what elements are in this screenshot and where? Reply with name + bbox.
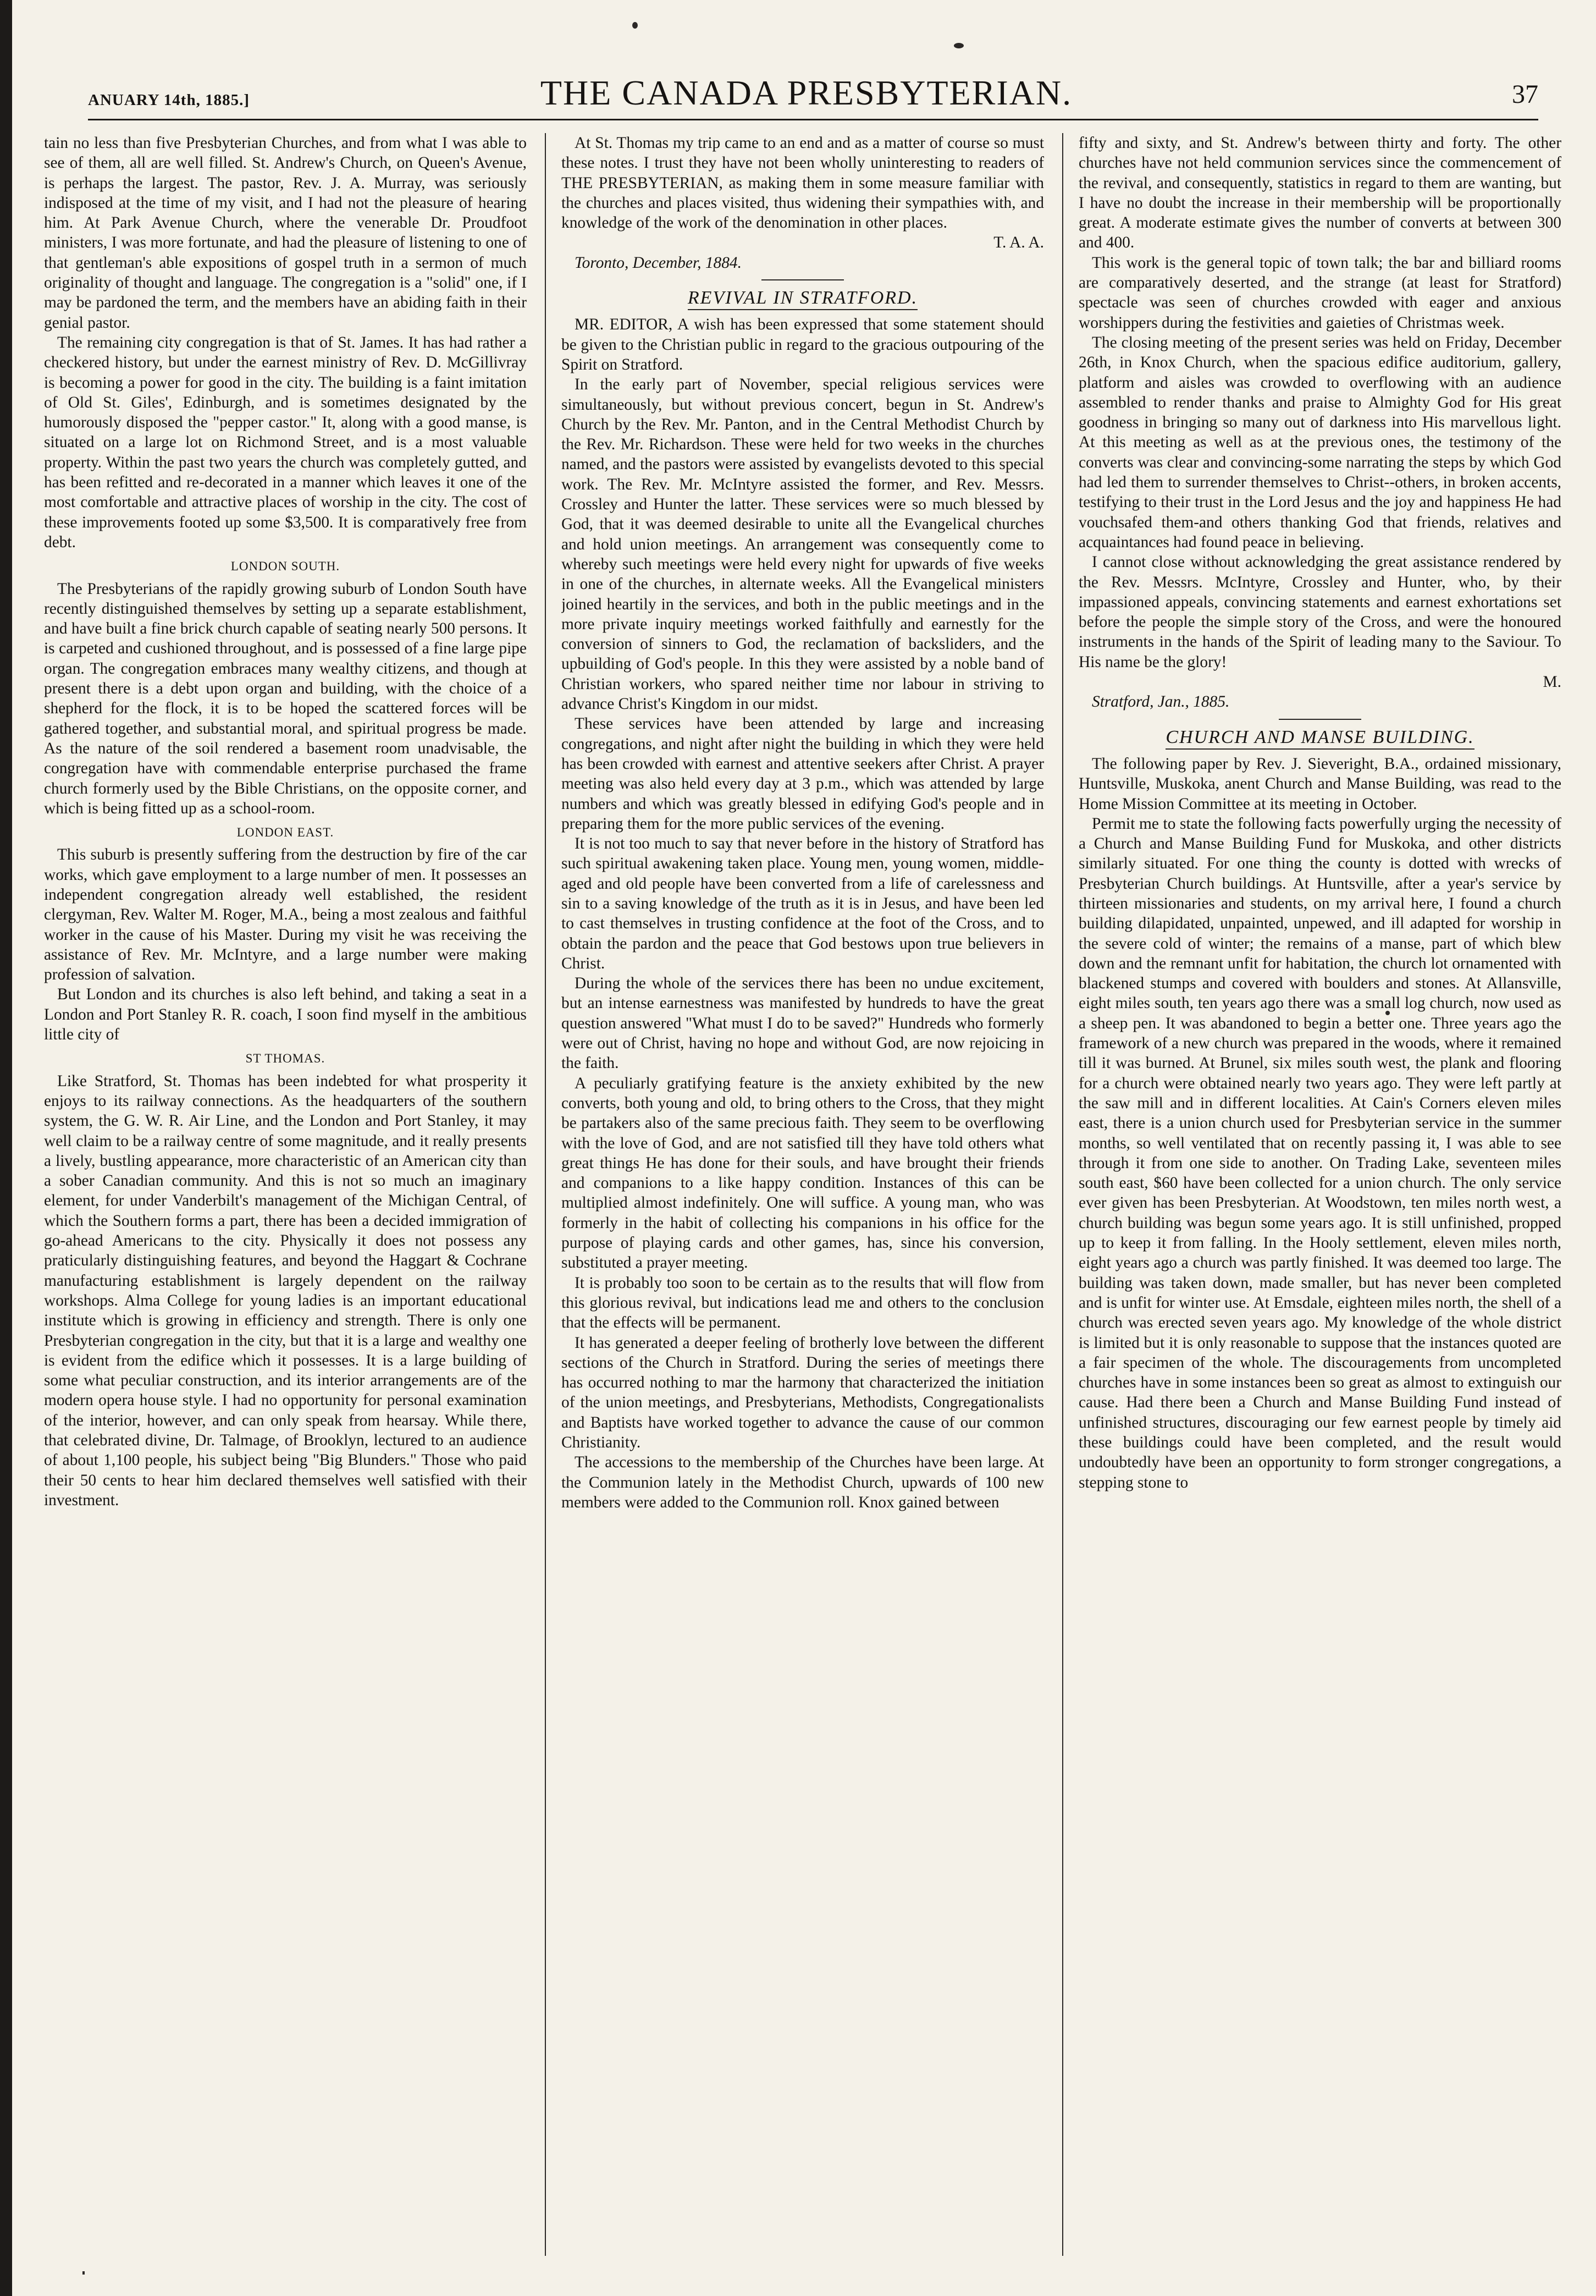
section-subheading: LONDON EAST.: [236, 825, 334, 840]
article-paragraph: The following paper by Rev. J. Sieveright, B.A., ordained missionary, Huntsville, Muskoka, anent Church and Manse Building, was read to the Home Mission Committee at its meeting in October.: [1079, 755, 1561, 813]
article-paragraph: But London and its churches is also left behind, and taking a seat in a London and Port Stanley R. R. coach, I soon find myself in the ambitious little city of: [44, 985, 527, 1044]
separator-rule: [1279, 719, 1361, 720]
article-paragraph: This suburb is presently suffering from the destruction by fire of the car works, which gave employment to a large number of men. It possesses an independent congregation already well established, the resident clergyman, Rev. Walter M. Roger, M.A., being a most zealous and faithful worker in the cause of his Master. During my visit he was receiving the assistance of Rev. Mr. McIntyre, and a large number were making profession of salvation.: [44, 846, 527, 984]
author-initials: M.: [1543, 673, 1561, 691]
article-paragraph: The Presbyterians of the rapidly growing suburb of London South have recently distinguished themselves by setting up a separate establishment, and have built a fine brick church capable of seating nearly 500 persons. It is carpeted and cushioned throughout, and is possessed of a fine large pipe organ. The congregation embraces many wealthy citizens, and though at present there is a debt upon organ and building, with the choice of a shepherd for the flock, it is to be hoped the scattered forces will be gathered together, and substantial moral, and spiritual progress be made. As the nature of the soil rendered a basement room unadvisable, the congregation have with commendable enterprise purchased the frame church formerly used by the Bible Christians, on the opposite corner, and which is being fitted up as a school-room.: [44, 580, 527, 817]
masthead-title: THE CANADA PRESBYTERIAN.: [540, 73, 1073, 112]
section-subheading: LONDON SOUTH.: [230, 559, 340, 574]
print-speck: [632, 22, 638, 29]
column-2: [561, 133, 1044, 2267]
header-rule: [88, 119, 1538, 120]
column-divider: [1062, 133, 1063, 2256]
page-header: [55, 71, 1558, 121]
print-speck: [954, 43, 964, 48]
separator-rule: [761, 279, 844, 280]
article-paragraph: tain no less than five Presbyterian Churches, and from what I was able to see of them, all are well filled. St. Andrew's Church, on Queen's Avenue, is perhaps the largest. The pastor, Rev. J. A. Murray, was seriously indisposed at the time of my visit, and I had not the pleasure of hearing him. At Park Avenue Church, where the venerable Dr. Proudfoot ministers, I was more fortunate, and had the pleasure of listening to one of that gentleman's able expositions of gospel truth in a sermon of much originality of thought and language. The congregation is a "solid" one, if I may be pardoned the term, and the members have an abiding faith in their genial pastor.: [44, 134, 527, 332]
dateline: Stratford, Jan., 1885.: [1092, 693, 1230, 711]
article-paragraph: The accessions to the membership of the Churches have been large. At the Communion lately in the Methodist Church, upwards of 100 new members were added to the Communion roll. Knox gained between: [561, 1453, 1044, 1511]
article-paragraph: At St. Thomas my trip came to an end and as a matter of course so must these notes. I trust they have not been wholly uninteresting to readers of THE PRESBYTERIAN, as making them in some measure familiar with the churches and places visited, thus widening their sympathies with, and knowledge of the work of the denomination in other places.: [561, 134, 1044, 232]
article-paragraph: Permit me to state the following facts powerfully urging the necessity of a Church and Manse Building Fund for Muskoka, and other districts similarly situated. For one thing the county is dotted with wrecks of Presbyterian Church buildings. At Huntsville, after a year's service by thirteen missionaries and students, on my arrival here, I found a church building dilapidated, unpainted, unpewed, and ill adapted for worship in the severe cold of winter; the remains of a manse, part of which blew down and the remnant unfit for habitation, the church lot ornamented with blackened stumps and covered with boulders and stones. At Allansville, eight miles south, ten years ago there was a small log church, now used as a sheep pen. It was abandoned to begin a better one. Three years ago the framework of a new church was prepared in the woods, where it remained till it was burned. At Brunel, six miles south west, the plank and flooring for a church were obtained nearly two years ago. They were left partly at the saw mill and in different localities. At Cain's Corners eleven miles east, there is a union church used for Presbyterian service in the summer months, so well ventilated that on recently passing it, I was able to see through it from one side to another. On Trading Lake, seventeen miles south east, $60 have been collected for a union church. The only service ever given has been Presbyterian. At Woodstown, ten miles north west, a church building was begun some years ago. It is still unfinished, propped up to keep it from falling. In the Hooly settlement, eleven miles north, eight years ago a church was partly finished. It was deemed too large. The building was taken down, made smaller, but has never been completed and is unfit for winter use. At Emsdale, eighteen miles north, the shell of a church was erected seven years ago. My knowledge of the whole district is limited but it is only reasonable to suppose that the instances quoted are a fair specimen of the whole. The discouragements from uncompleted churches have in some instances been so great as almost to extinguish our cause. Had there been a Church and Manse Building Fund instead of unfinished structures, discouraging our few earnest people by timely aid these buildings could have been completed, and the result would undoubtedly have been an opportunity to form stronger congregations, a stepping stone to: [1079, 814, 1561, 1491]
article-headline: [1079, 728, 1561, 747]
article-paragraph: During the whole of the services there has been no undue excitement, but an intense earnestness was manifested by hundreds to have the great question answered "What must I do to be saved?" Hundreds who formerly were out of Christ, having no hope and without God, are now rejoicing in the faith.: [561, 974, 1044, 1072]
column-1: [44, 133, 527, 2267]
dateline: Toronto, December, 1884.: [575, 254, 742, 272]
article-paragraph: These services have been attended by large and increasing congregations, and night after night the building in which they were held has been crowded with earnest and attentive seekers after Christ. A prayer meeting was also held every day at 3 p.m., which was attended by large numbers and which was greatly blessed in edifying God's people and in preparing them for the more public services of the evening.: [561, 715, 1044, 833]
column-3: [1079, 133, 1561, 2267]
headline-text: CHURCH AND MANSE BUILDING.: [1166, 727, 1474, 750]
article-paragraph: fifty and sixty, and St. Andrew's between thirty and forty. The other churches have not held communion services since the commencement of the revival, and consequently, statistics in regard to them are wanting, but I have no doubt the increase in their membership will be proportionally great. A moderate estimate gives the number of converts at between 300 and 400.: [1079, 134, 1561, 252]
article-paragraph: Like Stratford, St. Thomas has been indebted for what prosperity it enjoys to its railway connections. As the headquarters of the southern system, the G. W. R. Air Line, and the London and Port Stanley, it may well claim to be a railway centre of some magnitude, and it really presents a lively, bustling appearance, more characteristic of an American city than a sober Canadian community. And this is not so much an imaginary element, for under Vanderbilt's management of the Michigan Central, of which the Southern forms a part, there has been a decided immigration of go-ahead Americans to the city. Physically it does not possess any praticularly distinguishing features, and beyond the Haggart & Cochrane manufacturing establishment is largely dependent on the railway workshops. Alma College for young ladies is an important educational institute which is growing in efficiency and strength. There is only one Presbyterian congregation in the city, but that it is a large and wealthy one is evident from the edifice which it possesses. It is a large building of some what peculiar construction, and its interior arrangements are of the modern opera house style. I had no opportunity for personal examination of the interior, however, and can only speak from hearsay. While there, that celebrated divine, Dr. Talmage, of Brooklyn, lectured to an audience of about 1,100 people, his subject being "Big Blunders." Those who paid their 50 cents to hear him declared themselves well satisfied with their investment.: [44, 1072, 527, 1509]
section-subheading: ST THOMAS.: [245, 1051, 325, 1066]
issue-date: ANUARY 14th, 1885.]: [88, 91, 250, 109]
headline-text: REVIVAL IN STRATFORD.: [688, 288, 918, 310]
article-paragraph: A peculiarly gratifying feature is the anxiety exhibited by the new converts, both young and old, to bring others to the Cross, that they might be partakers also of the same precious faith. They seem to be overflowing with the love of God, and are not satisfied till they have told others what great things He has done for their souls, and have brought their friends and companions to a like happy condition. Instances of this can be multiplied almost indefinitely. One will suffice. A young man, who was formerly in the habit of collecting his companions in his office for the purpose of playing cards and other games, has, since his conversion, substituted a prayer meeting.: [561, 1074, 1044, 1272]
page-number: 37: [1512, 80, 1538, 109]
article-paragraph: This work is the general topic of town talk; the bar and billiard rooms are comparatively deserted, and the strange (at least for Stratford) spectacle was seen of churches crowded with eager and anxious worshippers during the festivities and gaieties of Christmas week.: [1079, 254, 1561, 332]
article-paragraph: I cannot close without acknowledging the great assistance rendered by the Rev. Messrs. McIntyre, Crossley and Hunter, who, by their impassioned appeals, convincing statements and earnest exhortations set before the people the simple story of the Cross, and were the honoured instruments in the hands of the Spirit of leading many to the Saviour. To His name be the glory!: [1079, 553, 1561, 671]
author-initials: T. A. A.: [993, 234, 1044, 252]
article-paragraph: In the early part of November, special religious services were simultaneously, but without previous concert, begun in St. Andrew's Church by the Rev. Mr. Panton, and in the Central Methodist Church by the Rev. Mr. Richardson. These were held for two weeks in the churches named, and the pastors were assisted by evangelists devoted to this special work. The Rev. Mr. McIntyre assisted the former, and Rev. Messrs. Crossley and Hunter the latter. These services were so much blessed by God, that it was deemed desirable to unite all the Evangelical churches and hold union meetings. An arrangement was consequently come to whereby such meetings were held every night for upwards of five weeks in one of the churches, in alternate weeks. All the Evangelical ministers joined heartily in the services, and both in the public meetings and in the more private inquiry meetings worked faithfully and earnestly for the conversion of sinners to God, the reclamation of backsliders, and the upbuilding of God's people. In this they were assisted by a noble band of Christian workers, who spared neither time nor labour in striving to advance Christ's Kingdom in our midst.: [561, 376, 1044, 713]
article-paragraph: The remaining city congregation is that of St. James. It has had rather a checkered history, but under the earnest ministry of Rev. D. McGillivray is becoming a power for good in the city. The building is a faint imitation of Old St. Giles', Edinburgh, and is sometimes designated by the humorously disposed the "pepper castor." It, along with a good manse, is situated on a large lot on Richmond Street, and is a most valuable property. Within the past two years the church was completely gutted, and has been refitted and re-decorated in a manner which leaves it one of the most comfortable and attractive places of worship in the city. The cost of these improvements footed up some $3,500. It is comparatively free from debt.: [44, 333, 527, 551]
column-divider: [545, 133, 546, 2256]
article-paragraph: MR. EDITOR, A wish has been expressed that some statement should be given to the Christian public in regard to the gracious outpouring of the Spirit on Stratford.: [561, 316, 1044, 373]
article-paragraph: It is probably too soon to be certain as to the results that will flow from this glorious revival, but indications lead me and others to the conclusion that the effects will be permanent.: [561, 1274, 1044, 1332]
article-headline: [561, 288, 1044, 308]
print-mark: [82, 2271, 85, 2275]
article-paragraph: It has generated a deeper feeling of brotherly love between the different sections of the Church in Stratford. During the series of meetings there has occurred nothing to mar the harmony that characterized the initiation of the union meetings, and Presbyterians, Methodists, Congregationalists and Baptists have worked together to advance the cause of our common Christianity.: [561, 1334, 1044, 1451]
article-paragraph: It is not too much to say that never before in the history of Stratford has such spiritual awakening taken place. Young men, young women, middle-aged and old people have been converted from a life of carelessness and sin to a saving knowledge of the truth as it is in Jesus, and have been led to cast themselves in trusting confidence at the foot of the Cross, and to obtain the pardon and the peace that God bestows upon true believers in Christ.: [561, 835, 1044, 972]
binding-edge: [0, 0, 12, 2296]
article-paragraph: The closing meeting of the present series was held on Friday, December 26th, in Knox Church, when the spacious edifice auditorium, gallery, platform and aisles was crowded to overflowing with an audience assembled to render thanks and praise to Almighty God for His great goodness in bringing so many out of darkness into His marvellous light. At this meeting as well as at the previous ones, the testimony of the converts was clear and convincing-some narrating the steps by which God had led them to surrender themselves to Christ--others, in broken accents, testifying to their trust in the Lord Jesus and the joy and happiness He had vouchsafed them-and others thanking God that friends, relatives and acquaintances had found peace in believing.: [1079, 333, 1561, 551]
